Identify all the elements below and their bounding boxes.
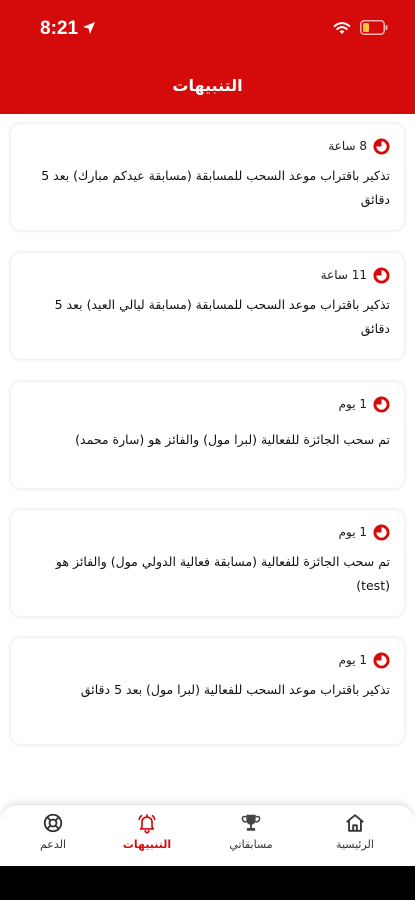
notification-text: تذكير باقتراب موعد السحب للفعالية (لبرا مول) بعد 5 دقائق [80, 682, 390, 697]
notification-time: 1 يوم [338, 397, 367, 411]
notification-text: تذكير باقتراب موعد السحب للمسابقة (مسابقة عيدكم مبارك) بعد 5 دقائق [41, 168, 390, 207]
page-title: التنبيهات [172, 75, 243, 95]
clock-icon [373, 267, 390, 284]
notifications-list[interactable] [0, 114, 415, 804]
notification-card[interactable] [11, 638, 404, 744]
notification-card[interactable] [11, 510, 404, 616]
notification-time: 8 ساعة [328, 139, 367, 153]
tab-competitions[interactable] [211, 809, 291, 861]
notification-text: تم سحب الجائزة للفعالية (لبرا مول) والفائز هو (سارة محمد) [75, 432, 390, 447]
status-bar [0, 0, 415, 56]
tab-home[interactable] [315, 809, 395, 861]
tab-home-label: الرئيسية [336, 838, 374, 851]
battery-icon [360, 20, 388, 35]
lifebuoy-icon [42, 812, 64, 834]
location-arrow-icon [82, 21, 96, 35]
notification-time: 1 يوم [338, 525, 367, 539]
bottom-tab-bar [0, 804, 415, 866]
wifi-icon [333, 21, 351, 35]
home-indicator-area [0, 866, 415, 900]
notification-text: تذكير باقتراب موعد السحب للمسابقة (مسابقة ليالي العيد) بعد 5 دقائق [54, 297, 390, 336]
status-time: 8:21 [40, 18, 79, 39]
clock-icon [373, 138, 390, 155]
tab-notifications-label: التنبيهات [122, 838, 172, 851]
tab-support-label: الدعم [39, 838, 67, 851]
clock-icon [373, 652, 390, 669]
clock-icon [373, 524, 390, 541]
notification-text: تم سحب الجائزة للفعالية (مسابقة فعالية الدولي مول) والفائز هو (test) [55, 554, 390, 593]
app-header [0, 56, 415, 114]
trophy-icon [240, 812, 262, 834]
home-icon [344, 812, 366, 834]
notification-time: 11 ساعة [320, 268, 367, 282]
tab-notifications[interactable] [107, 809, 187, 861]
tab-support[interactable] [13, 809, 93, 861]
tab-competitions-label: مسابقاتي [229, 838, 273, 851]
notification-card[interactable] [11, 382, 404, 488]
bell-icon [136, 812, 158, 834]
notification-card[interactable] [11, 124, 404, 230]
notification-time: 1 يوم [338, 653, 367, 667]
notification-card[interactable] [11, 253, 404, 359]
clock-icon [373, 396, 390, 413]
